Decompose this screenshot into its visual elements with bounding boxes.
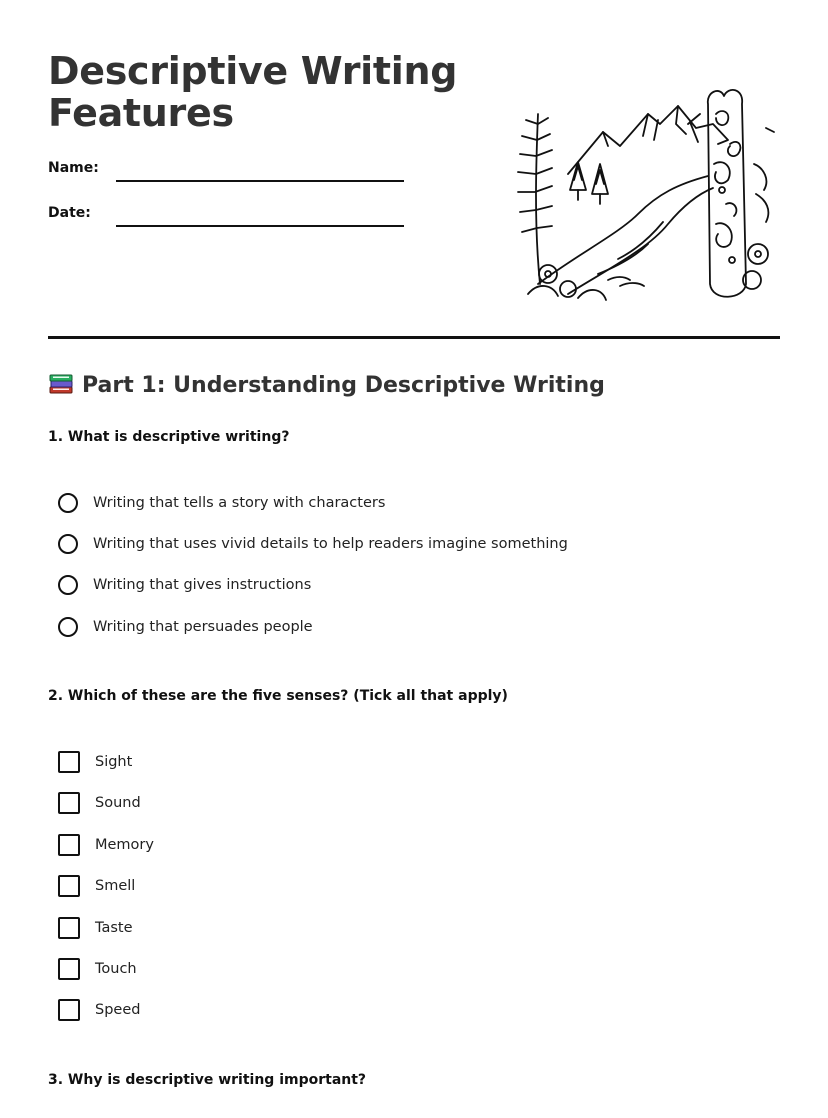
question-3: 3. Why is descriptive writing important? [48,1072,367,1088]
option-label: Touch [95,961,137,977]
radio-button[interactable] [58,534,78,554]
option-label: Speed [95,1002,141,1018]
q1-option-3[interactable] [58,573,311,597]
checkbox[interactable] [58,751,80,773]
option-label: Memory [95,837,154,853]
worksheet-title: Descriptive Writing Features [48,49,458,135]
q2-option-memory[interactable] [58,833,154,857]
q1-option-2[interactable] [58,532,568,556]
part1-heading [48,372,605,402]
option-label: Writing that uses vivid details to help readers imagine something [93,536,568,552]
q2-option-touch[interactable] [58,957,137,981]
option-label: Writing that gives instructions [93,577,312,593]
checkbox[interactable] [58,999,80,1021]
name-field[interactable] [116,180,404,182]
q1-option-4[interactable] [58,615,313,639]
books-icon [48,372,74,402]
checkbox[interactable] [58,834,80,856]
checkbox[interactable] [58,792,80,814]
q2-option-speed[interactable] [58,998,140,1022]
option-label: Sound [95,795,141,811]
landscape-illustration [508,84,780,308]
q2-option-sight[interactable] [58,750,132,774]
option-label: Writing that tells a story with characters [93,495,386,511]
checkbox[interactable] [58,875,80,897]
name-label: Name: [48,160,99,176]
radio-button[interactable] [58,575,78,595]
option-label: Taste [95,920,133,936]
radio-button[interactable] [58,493,78,513]
date-field[interactable] [116,225,404,227]
checkbox[interactable] [58,917,80,939]
part1-heading-text: Part 1: Understanding Descriptive Writing [82,373,605,398]
q1-option-1[interactable] [58,491,385,515]
option-label: Writing that persuades people [93,619,313,635]
q2-option-sound[interactable] [58,791,141,815]
section-divider [48,336,780,339]
option-label: Sight [95,754,133,770]
tree-icon [570,162,586,190]
question-2: 2. Which of these are the five senses? (Tick all that apply) [48,688,508,704]
date-label: Date: [48,205,91,221]
question-1: 1. What is descriptive writing? [48,429,290,445]
checkbox[interactable] [58,958,80,980]
radio-button[interactable] [58,617,78,637]
option-label: Smell [95,878,136,894]
q2-option-smell[interactable] [58,874,135,898]
river-icon [538,176,708,284]
q2-option-taste[interactable] [58,916,133,940]
